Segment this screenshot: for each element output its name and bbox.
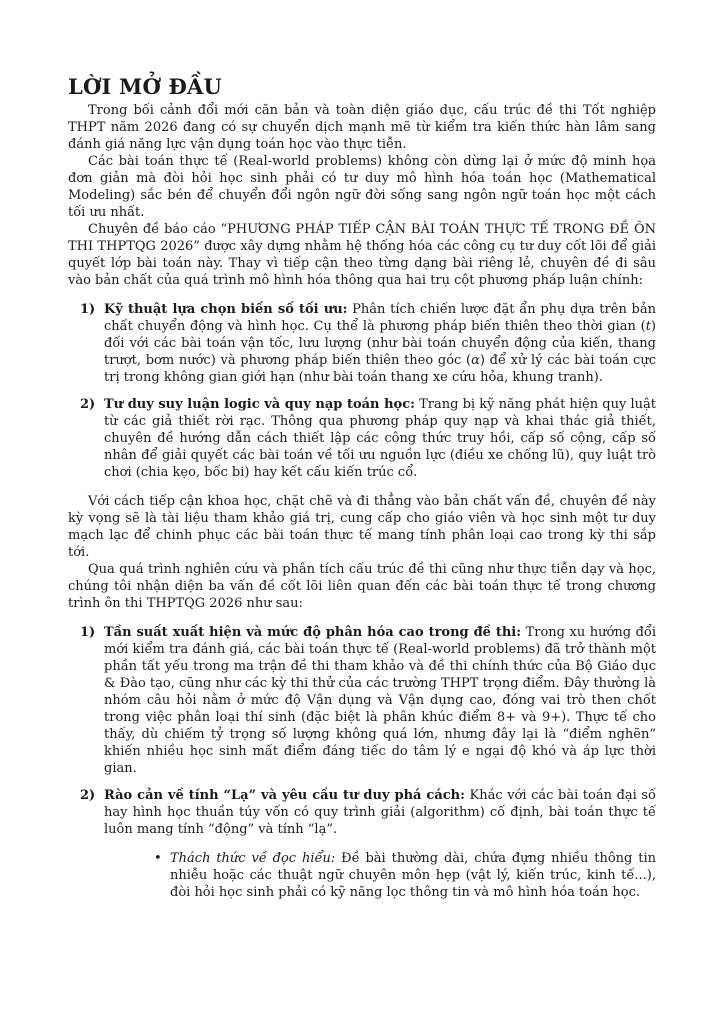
variable-alpha: α (471, 353, 480, 368)
list-item-heading: Tư duy suy luận logic và quy nạp toán học: (104, 397, 415, 412)
sub-bullet-item (104, 850, 656, 901)
variable-t: t (645, 319, 651, 334)
methodology-pillars-list (68, 301, 656, 481)
intro-paragraph-2: Các bài toán thực tế (Real-world problems) không còn dừng lại ở mức độ minh họa đơn giản mà đòi hỏi học sinh phải có tư duy mô hình hóa toán học (Mathematical Modeling) sắc bén để chuyển đổi ngôn ngữ đời sống sang ngôn ngữ toán học một cách tối ưu nhất. (68, 154, 656, 220)
sub-bullet-text: Đề bài thường dài, chứa đựng nhiều thông tin nhiễu hoặc các thuật ngữ chuyên môn hẹp (vật lý, kiến trúc, kinh tế...), đòi hỏi học sinh phải có kỹ năng lọc thông tin và mô hình hóa toán học. (170, 851, 656, 900)
middle-paragraph-1: Với cách tiếp cận khoa học, chặt chẽ và đi thẳng vào bản chất vấn đề, chuyên đề này kỳ vọng sẽ là tài liệu tham khảo giá trị, cung cấp cho giáo viên và học sinh một tư duy mạch lạc để chinh phục các bài toán thực tế mang tính phân loại cao trong kỳ thi sắp tới. (68, 494, 656, 560)
bullet-icon: • (154, 851, 162, 866)
list-item-heading: Tần suất xuất hiện và mức độ phân hóa cao trong đề thi: (104, 625, 522, 640)
intro-paragraph-3: Chuyên đề báo cáo “PHƯƠNG PHÁP TIẾP CẬN BÀI TOÁN THỰC TẾ TRONG ĐỀ ÔN THI THPTQG 2026” được xây dựng nhằm hệ thống hóa các công cụ tư duy cốt lõi để giải quyết lớp bài toán này. Thay vì tiếp cận theo từng dạng bài riêng lẻ, chuyên đề đi sâu vào bản chất của quá trình mô hình hóa thông qua hai trụ cột phương pháp luận chính: (68, 222, 656, 288)
list-item-text: Khác với các bài toán đại số hay hình học thuần túy vốn có quy trình giải (algorithm) cố định, bài toán thực tế luôn mang tính “động” và tính “lạ”. (104, 788, 656, 837)
list-item-text: Trang bị kỹ năng phát hiện quy luật từ các giả thiết rời rạc. Thông qua phương pháp quy nạp và khai thác giả thiết, chuyên đề hướng dẫn cách thiết lập các công thức truy hồi, cấp số cộng, cấp số nhân để giải quyết các bài toán về tối ưu nguồn lực (điều xe chống lũ), quy luật trò chơi (chia kẹo, bốc bi) hay kết cấu kiến trúc cổ. (104, 397, 656, 480)
list-item-text: ) để xử lý các bài toán cực trị trong không gian giới hạn (như bài toán thang xe cứu hỏa, khung tranh). (104, 353, 656, 385)
sub-bullet-heading: Thách thức về đọc hiểu: (170, 851, 336, 866)
middle-paragraph-2: Qua quá trình nghiên cứu và phân tích cấu trúc đề thi cũng như thực tiễn dạy và học, chúng tôi nhận diện ba vấn đề cốt lõi liên quan đến các bài toán thực tế trong chương trình ôn thi THPTQG 2026 như sau: (68, 562, 656, 611)
document-page (68, 68, 656, 913)
list-number: 2) (80, 788, 96, 803)
list-number: 2) (80, 397, 96, 412)
list-item (68, 396, 656, 481)
list-item-text: Phân tích chiến lược đặt ẩn phụ dựa trên bản chất chuyển động và hình học. Cụ thể là phương pháp biến thiên theo thời gian ( (104, 302, 656, 334)
list-item (68, 624, 656, 777)
list-item-heading: Rào cản về tính “Lạ” và yêu cầu tư duy phá cách: (104, 788, 465, 803)
list-item-text: Trong xu hướng đổi mới kiểm tra đánh giá, các bài toán thực tế (Real-world problems) đã trở thành một phần tất yếu trong ma trận đề thi tham khảo và đề thi chính thức của Bộ Giáo dục & Đào tạo, cũng như các kỳ thi thử của các trường THPT trọng điểm. Đây thường là nhóm câu hỏi nằm ở mức độ Vận dụng và Vận dụng cao, đóng vai trò then chốt trong việc phân loại thí sinh (đặc biệt là phân khúc điểm 8+ và 9+). Thực tế cho thấy, dù chiếm tỷ trọng số lượng không quá lớn, nhưng đây lại là “điểm nghẽn” khiến nhiều học sinh mất điểm đáng tiếc do tâm lý e ngại độ khó và áp lực thời gian. (104, 625, 656, 776)
list-item (68, 787, 656, 901)
list-item-heading: Kỹ thuật lựa chọn biến số tối ưu: (104, 302, 348, 317)
intro-paragraph-1: Trong bối cảnh đổi mới căn bản và toàn diện giáo dục, cấu trúc đề thi Tốt nghiệp THPT năm 2026 đang có sự chuyển dịch mạnh mẽ từ kiểm tra kiến thức hàn lâm sang đánh giá năng lực vận dụng toán học vào thực tiễn. (68, 103, 656, 152)
list-item (68, 301, 656, 386)
page-title: LỜI MỞ ĐẦU (68, 74, 223, 99)
list-number: 1) (80, 302, 96, 317)
sub-bullet-list (104, 850, 656, 901)
list-item-text: ) đối với các bài toán vận tốc, lưu lượng (như bài toán chuyển động của kiến, thang trượt, bơm nước) và phương pháp biến thiên theo góc ( (104, 319, 656, 368)
core-issues-list (68, 624, 656, 901)
list-number: 1) (80, 625, 96, 640)
